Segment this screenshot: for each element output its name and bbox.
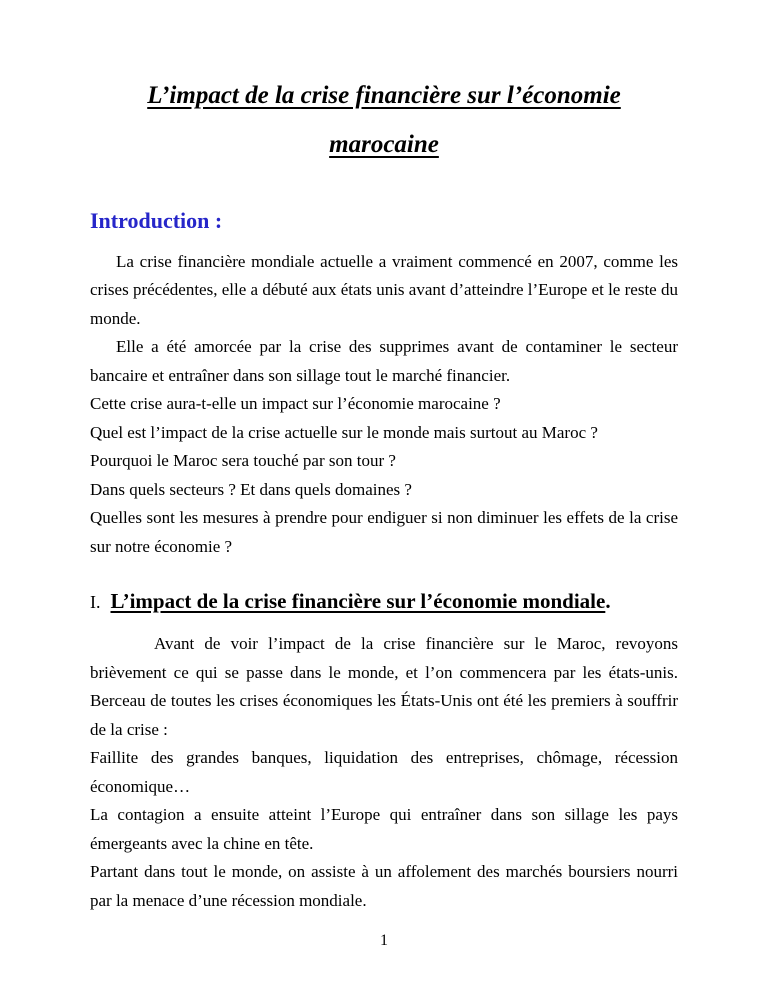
section-1-numeral: I.: [90, 592, 101, 612]
section-1-title: L’impact de la crise financière sur l’économie mondiale: [110, 589, 606, 613]
intro-question-5: Quelles sont les mesures à prendre pour endiguer si non diminuer les effets de la crise sur notre économie ?: [90, 508, 678, 556]
document-title: [90, 72, 678, 170]
section-1-title-period: .: [605, 589, 611, 613]
document-title-line-1: L’impact de la crise financière sur l’économie: [147, 82, 621, 109]
page-number: 1: [380, 932, 388, 949]
intro-paragraph-1: La crise financière mondiale actuelle a vraiment commencé en 2007, comme les crises précédentes, elle a débuté aux états unis avant d’atteindre l’Europe et le reste du monde.: [90, 251, 678, 328]
section-1-heading: [90, 589, 678, 614]
intro-paragraph-2: Elle a été amorcée par la crise des supprimes avant de contaminer le secteur bancaire et entraîner dans son sillage tout le marché financier.: [90, 337, 678, 385]
intro-question-1: Cette crise aura-t-elle un impact sur l’économie marocaine ?: [90, 394, 501, 413]
intro-question-4: Dans quels secteurs ? Et dans quels domaines ?: [90, 479, 412, 499]
intro-question-3: Pourquoi le Maroc sera touché par son tour ?: [90, 451, 396, 470]
section-1-paragraph-2: Faillite des grandes banques, liquidation des entreprises, chômage, récession économique…: [90, 748, 678, 796]
intro-heading: Introduction :: [90, 207, 223, 233]
section-1-paragraph-1: Avant de voir l’impact de la crise financière sur le Maroc, revoyons brièvement ce qui se passe dans le monde, et l’on commencera par les états-unis. Berceau de toutes les crises économiques les États-Unis ont été les premiers à souffrir de la crise :: [90, 634, 678, 739]
intro-question-2: Quel est l’impact de la crise actuelle sur le monde mais surtout au Maroc ?: [90, 422, 598, 442]
document-title-line-2: marocaine: [329, 130, 439, 158]
section-1-paragraph-3: La contagion a ensuite atteint l’Europe qui entraîner dans son sillage les pays émergeants avec la chine en tête.: [90, 805, 678, 853]
section-1-paragraph-4: Partant dans tout le monde, on assiste à un affolement des marchés boursiers nourri par la menace d’une récession mondiale.: [90, 862, 678, 910]
